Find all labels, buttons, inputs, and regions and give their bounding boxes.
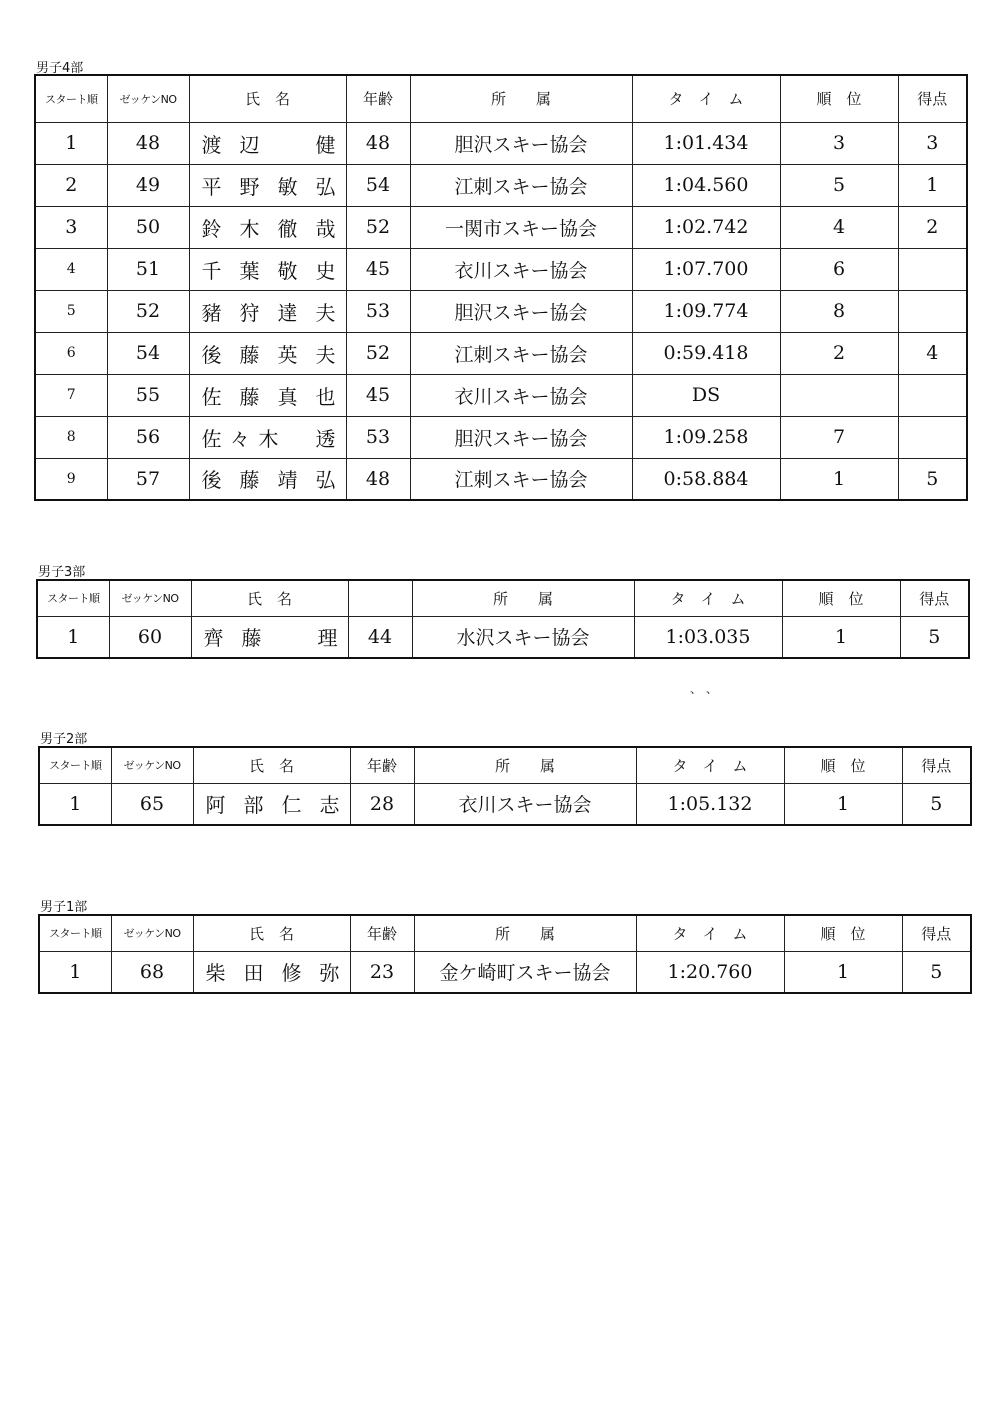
cell-name: 鈴木徹哉	[189, 206, 346, 248]
header-bib: ゼッケンNO	[107, 75, 189, 122]
cell-bib: 52	[107, 290, 189, 332]
cell-points: 5	[902, 951, 971, 993]
cell-rank: 7	[780, 416, 898, 458]
cell-bib: 60	[109, 616, 191, 658]
cell-name: 佐藤真也	[189, 374, 346, 416]
cell-time: 1:04.560	[632, 164, 780, 206]
cell-time: 1:09.774	[632, 290, 780, 332]
cell-points	[898, 290, 967, 332]
header-start: スタート順	[39, 747, 111, 783]
header-team: 所 属	[414, 915, 636, 951]
table-row	[35, 374, 967, 416]
section-men-4	[34, 60, 966, 500]
cell-team: 江刺スキー協会	[410, 458, 632, 500]
cell-start: 5	[35, 290, 107, 332]
cell-time: 1:20.760	[636, 951, 784, 993]
cell-bib: 50	[107, 206, 189, 248]
cell-points: 1	[898, 164, 967, 206]
header-rank: 順 位	[782, 580, 900, 616]
cell-rank: 2	[780, 332, 898, 374]
cell-bib: 68	[111, 951, 193, 993]
cell-team: 金ケ崎町スキー協会	[414, 951, 636, 993]
header-bib: ゼッケンNO	[111, 915, 193, 951]
header-row	[39, 915, 971, 951]
cell-bib: 49	[107, 164, 189, 206]
cell-team: 江刺スキー協会	[410, 332, 632, 374]
header-name: 氏 名	[191, 580, 348, 616]
header-age: 年齢	[350, 747, 414, 783]
cell-start: 8	[35, 416, 107, 458]
cell-bib: 54	[107, 332, 189, 374]
cell-time: 1:01.434	[632, 122, 780, 164]
cell-points: 5	[900, 616, 969, 658]
table-row	[35, 164, 967, 206]
header-points: 得点	[902, 747, 971, 783]
cell-name: 千葉敬史	[189, 248, 346, 290]
cell-team: 江刺スキー協会	[410, 164, 632, 206]
cell-age: 44	[348, 616, 412, 658]
cell-rank: 3	[780, 122, 898, 164]
header-bib: ゼッケンNO	[111, 747, 193, 783]
header-age	[348, 580, 412, 616]
section-title: 男子3部	[38, 565, 86, 580]
scan-speck: 、 、	[690, 682, 718, 696]
cell-time: 1:05.132	[636, 783, 784, 825]
table-row	[39, 783, 971, 825]
header-team: 所 属	[412, 580, 634, 616]
cell-points: 2	[898, 206, 967, 248]
header-start: スタート順	[37, 580, 109, 616]
cell-age: 48	[346, 458, 410, 500]
cell-start: 9	[35, 458, 107, 500]
header-time: タ イ ム	[636, 915, 784, 951]
header-row	[35, 75, 967, 122]
cell-name: 柴田修弥	[193, 951, 350, 993]
cell-name: 平野敏弘	[189, 164, 346, 206]
cell-name: 渡辺 健	[189, 122, 346, 164]
cell-age: 52	[346, 332, 410, 374]
cell-start: 1	[39, 783, 111, 825]
cell-age: 53	[346, 290, 410, 332]
cell-start: 7	[35, 374, 107, 416]
cell-time: 1:07.700	[632, 248, 780, 290]
cell-start: 2	[35, 164, 107, 206]
cell-name: 後藤靖弘	[189, 458, 346, 500]
results-table	[38, 914, 972, 994]
cell-points	[898, 374, 967, 416]
cell-points: 3	[898, 122, 967, 164]
cell-age: 23	[350, 951, 414, 993]
cell-rank: 4	[780, 206, 898, 248]
table-row	[39, 951, 971, 993]
header-time: タ イ ム	[634, 580, 782, 616]
header-name: 氏 名	[189, 75, 346, 122]
cell-age: 48	[346, 122, 410, 164]
header-team: 所 属	[410, 75, 632, 122]
cell-name: 豬狩達夫	[189, 290, 346, 332]
header-start: スタート順	[35, 75, 107, 122]
cell-team: 衣川スキー協会	[414, 783, 636, 825]
header-points: 得点	[900, 580, 969, 616]
cell-rank: 5	[780, 164, 898, 206]
cell-start: 4	[35, 248, 107, 290]
cell-time: 1:09.258	[632, 416, 780, 458]
header-rank: 順 位	[780, 75, 898, 122]
header-time: タ イ ム	[636, 747, 784, 783]
header-points: 得点	[898, 75, 967, 122]
cell-age: 45	[346, 248, 410, 290]
header-row	[39, 747, 971, 783]
cell-rank	[780, 374, 898, 416]
cell-team: 胆沢スキー協会	[410, 122, 632, 164]
cell-rank: 1	[784, 783, 902, 825]
section-title: 男子1部	[40, 900, 88, 915]
section-title: 男子2部	[40, 732, 88, 747]
results-table	[34, 74, 968, 501]
section-men-1	[38, 901, 970, 1001]
header-name: 氏 名	[193, 747, 350, 783]
cell-start: 1	[39, 951, 111, 993]
cell-time: DS	[632, 374, 780, 416]
section-men-3	[36, 566, 968, 666]
table-row	[35, 122, 967, 164]
cell-start: 6	[35, 332, 107, 374]
header-rank: 順 位	[784, 747, 902, 783]
table-row	[35, 248, 967, 290]
cell-team: 水沢スキー協会	[412, 616, 634, 658]
table-row	[35, 206, 967, 248]
header-start: スタート順	[39, 915, 111, 951]
table-row	[35, 332, 967, 374]
cell-team: 衣川スキー協会	[410, 248, 632, 290]
cell-team: 一関市スキー協会	[410, 206, 632, 248]
cell-rank: 1	[782, 616, 900, 658]
section-men-2	[38, 733, 970, 833]
header-name: 氏 名	[193, 915, 350, 951]
header-age: 年齢	[346, 75, 410, 122]
header-row	[37, 580, 969, 616]
cell-name: 齊藤 理	[191, 616, 348, 658]
header-time: タ イ ム	[632, 75, 780, 122]
cell-rank: 8	[780, 290, 898, 332]
cell-rank: 6	[780, 248, 898, 290]
cell-bib: 56	[107, 416, 189, 458]
cell-bib: 57	[107, 458, 189, 500]
cell-age: 54	[346, 164, 410, 206]
header-points: 得点	[902, 915, 971, 951]
cell-points	[898, 248, 967, 290]
header-rank: 順 位	[784, 915, 902, 951]
cell-bib: 51	[107, 248, 189, 290]
table-row	[35, 290, 967, 332]
cell-time: 0:58.884	[632, 458, 780, 500]
cell-name: 阿部仁志	[193, 783, 350, 825]
results-table	[36, 579, 970, 659]
results-table	[38, 746, 972, 826]
cell-points: 5	[898, 458, 967, 500]
cell-age: 28	[350, 783, 414, 825]
cell-points	[898, 416, 967, 458]
cell-bib: 55	[107, 374, 189, 416]
cell-bib: 65	[111, 783, 193, 825]
cell-team: 衣川スキー協会	[410, 374, 632, 416]
header-team: 所 属	[414, 747, 636, 783]
cell-time: 1:02.742	[632, 206, 780, 248]
cell-time: 1:03.035	[634, 616, 782, 658]
cell-start: 3	[35, 206, 107, 248]
table-row	[37, 616, 969, 658]
cell-points: 4	[898, 332, 967, 374]
cell-bib: 48	[107, 122, 189, 164]
header-age: 年齢	[350, 915, 414, 951]
cell-age: 45	[346, 374, 410, 416]
cell-name: 佐々木 透	[189, 416, 346, 458]
cell-team: 胆沢スキー協会	[410, 416, 632, 458]
cell-start: 1	[37, 616, 109, 658]
cell-team: 胆沢スキー協会	[410, 290, 632, 332]
cell-rank: 1	[780, 458, 898, 500]
header-bib: ゼッケンNO	[109, 580, 191, 616]
table-row	[35, 416, 967, 458]
cell-rank: 1	[784, 951, 902, 993]
cell-name: 後藤英夫	[189, 332, 346, 374]
section-title: 男子4部	[36, 61, 84, 76]
cell-time: 0:59.418	[632, 332, 780, 374]
cell-points: 5	[902, 783, 971, 825]
cell-start: 1	[35, 122, 107, 164]
cell-age: 53	[346, 416, 410, 458]
table-row	[35, 458, 967, 500]
cell-age: 52	[346, 206, 410, 248]
